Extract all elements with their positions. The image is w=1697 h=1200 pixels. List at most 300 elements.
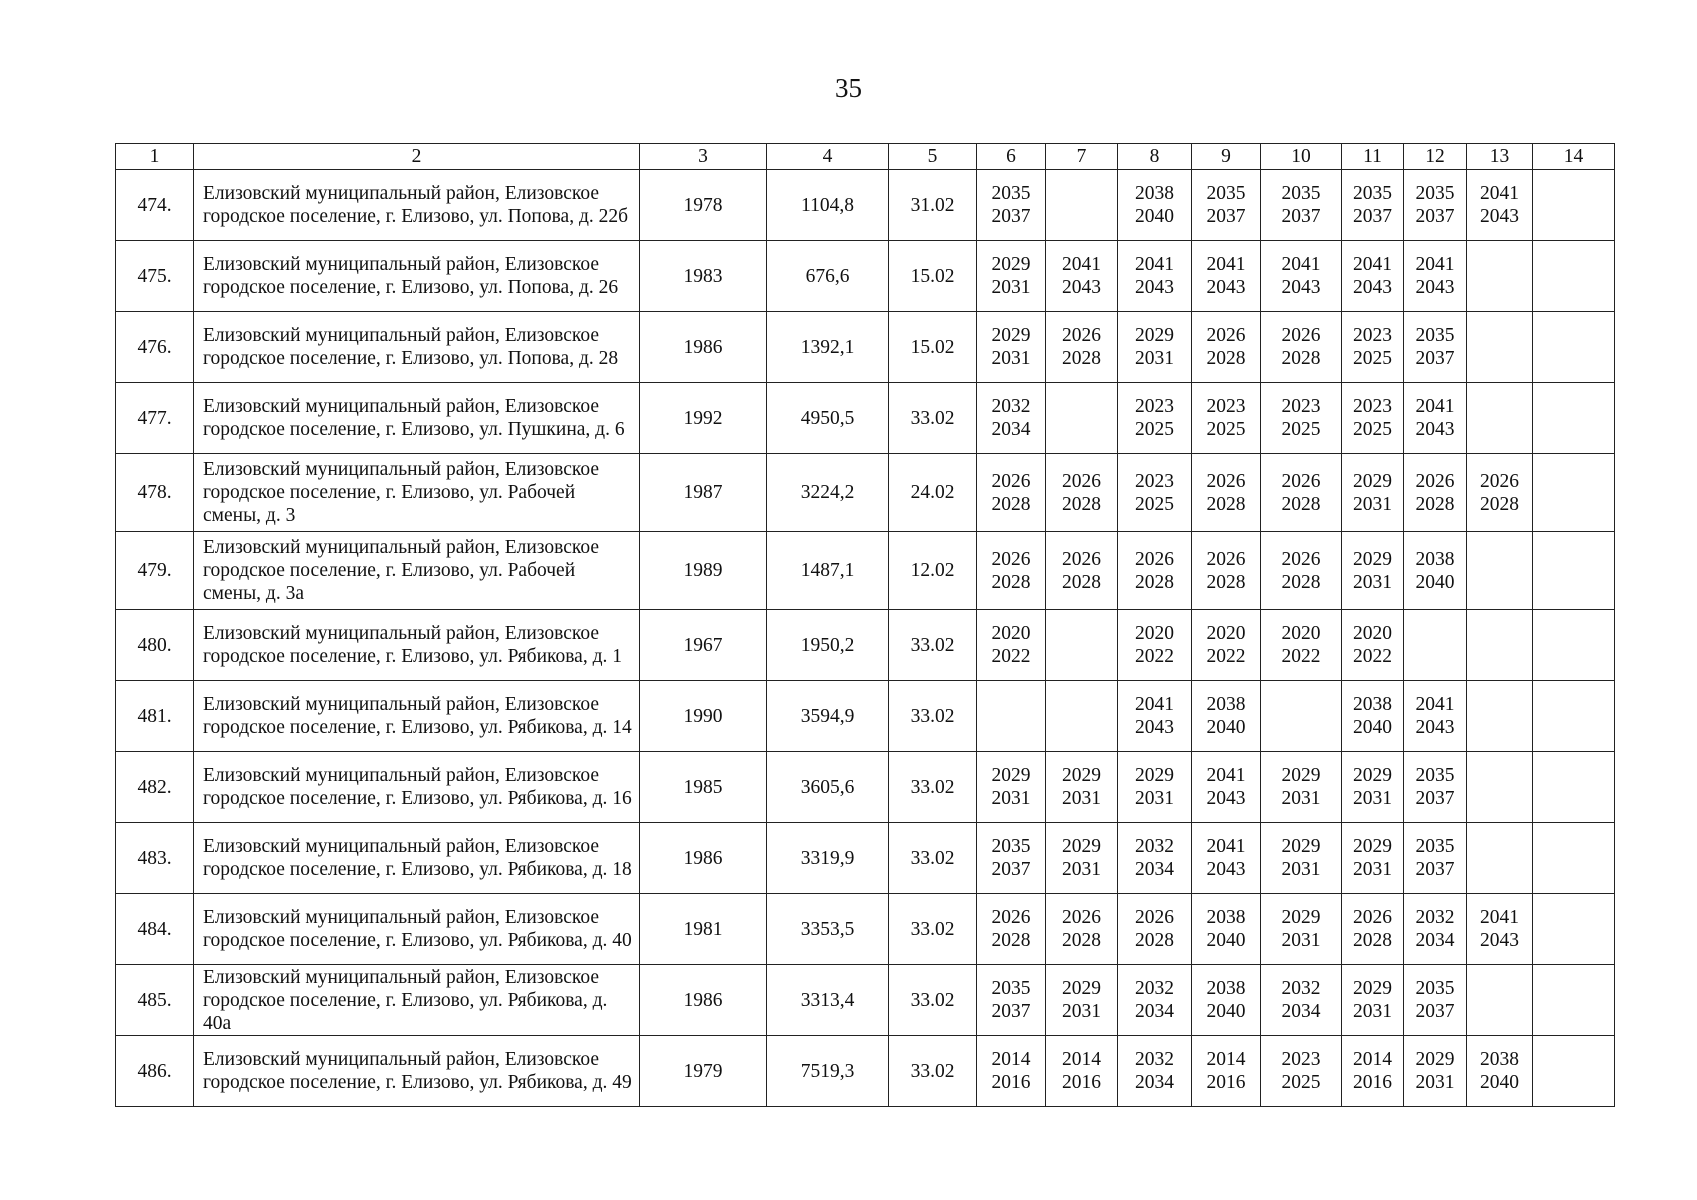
period-cell-8	[1118, 823, 1192, 894]
period-year: 2020	[1135, 623, 1174, 644]
period-year: 2031	[1353, 493, 1392, 515]
year-built-cell: 1981	[640, 894, 767, 965]
period-year: 2034	[1135, 859, 1174, 880]
period-cell-7	[1046, 610, 1118, 681]
period-year: 2035	[991, 978, 1031, 999]
period-cell-12	[1404, 681, 1467, 752]
period-year: 2026	[1281, 470, 1321, 492]
period-year: 2035	[1415, 978, 1455, 999]
period-cell-13	[1467, 241, 1533, 312]
period-cell-9	[1192, 383, 1261, 454]
period-cell-7	[1046, 170, 1118, 241]
period-year: 2031	[1281, 788, 1321, 809]
year-built-cell: 1978	[640, 170, 767, 241]
period-cell-8	[1118, 965, 1192, 1036]
period-year: 2037	[1415, 788, 1455, 809]
period-cell-12	[1404, 170, 1467, 241]
period-cell-11	[1342, 312, 1404, 383]
period-cell-14	[1533, 681, 1615, 752]
period-cell-7	[1046, 681, 1118, 752]
period-cell-14	[1533, 894, 1615, 965]
period-year: 2020	[1206, 623, 1246, 644]
period-year: 2028	[1135, 571, 1174, 593]
table-row	[116, 610, 1615, 681]
period-year: 2043	[1415, 717, 1455, 738]
row-number-cell: 476.	[116, 312, 194, 383]
area-cell: 7519,3	[767, 1036, 889, 1107]
period-year: 2025	[1281, 419, 1321, 440]
period-year: 2026	[1353, 907, 1392, 928]
period-year: 2043	[1062, 277, 1101, 298]
period-cell-7	[1046, 532, 1118, 610]
period-cell-7	[1046, 823, 1118, 894]
period-year: 2038	[1415, 548, 1455, 570]
period-year: 2031	[1353, 571, 1392, 593]
period-year: 2041	[1353, 254, 1392, 275]
period-year: 2028	[991, 930, 1031, 951]
period-cell-9	[1192, 610, 1261, 681]
period-year: 2034	[1135, 1001, 1174, 1022]
period-cell-11	[1342, 383, 1404, 454]
period-year: 2035	[1281, 183, 1321, 204]
period-cell-14	[1533, 241, 1615, 312]
column-header: 8	[1118, 144, 1192, 170]
period-year: 2032	[1415, 907, 1455, 928]
code-cell: 33.02	[889, 752, 977, 823]
period-year: 2043	[1480, 930, 1519, 951]
period-cell-10	[1261, 752, 1342, 823]
period-cell-12	[1404, 1036, 1467, 1107]
period-year: 2022	[1135, 646, 1174, 667]
period-year: 2038	[1135, 183, 1174, 204]
period-year: 2016	[1062, 1072, 1101, 1093]
period-cell-14	[1533, 170, 1615, 241]
period-cell-13	[1467, 383, 1533, 454]
period-year: 2026	[1062, 325, 1101, 346]
address-cell: Елизовский муниципальный район, Елизовское городское поселение, г. Елизово, ул. Рабочей смены, д. 3	[194, 454, 640, 532]
period-year: 2034	[1415, 930, 1455, 951]
period-cell-7	[1046, 383, 1118, 454]
column-header: 6	[977, 144, 1046, 170]
period-year: 2028	[1062, 348, 1101, 369]
period-cell-7	[1046, 1036, 1118, 1107]
period-cell-12	[1404, 454, 1467, 532]
period-year: 2043	[1206, 859, 1246, 880]
code-cell: 12.02	[889, 532, 977, 610]
address-cell: Елизовский муниципальный район, Елизовское городское поселение, г. Елизово, ул. Пушкина, д. 6	[194, 383, 640, 454]
period-year: 2040	[1206, 717, 1246, 738]
period-cell-8	[1118, 1036, 1192, 1107]
column-header: 4	[767, 144, 889, 170]
area-cell: 1104,8	[767, 170, 889, 241]
period-cell-10	[1261, 383, 1342, 454]
period-cell-10	[1261, 532, 1342, 610]
period-year: 2025	[1135, 419, 1174, 440]
period-year: 2022	[1281, 646, 1321, 667]
period-cell-13	[1467, 532, 1533, 610]
period-year: 2032	[1135, 978, 1174, 999]
period-cell-6	[977, 681, 1046, 752]
period-year: 2025	[1353, 419, 1392, 440]
code-cell: 33.02	[889, 823, 977, 894]
period-cell-12	[1404, 894, 1467, 965]
period-year: 2038	[1206, 694, 1246, 715]
period-cell-9	[1192, 681, 1261, 752]
period-cell-9	[1192, 241, 1261, 312]
period-year: 2026	[1062, 548, 1101, 570]
period-cell-13	[1467, 894, 1533, 965]
address-cell: Елизовский муниципальный район, Елизовское городское поселение, г. Елизово, ул. Рабочей смены, д. 3а	[194, 532, 640, 610]
table-row	[116, 241, 1615, 312]
period-cell-10	[1261, 681, 1342, 752]
period-year: 2026	[1206, 470, 1246, 492]
code-cell: 33.02	[889, 1036, 977, 1107]
year-built-cell: 1986	[640, 965, 767, 1036]
period-year: 2043	[1281, 277, 1321, 298]
table-row	[116, 532, 1615, 610]
period-cell-6	[977, 241, 1046, 312]
period-year: 2026	[1415, 470, 1455, 492]
period-year: 2026	[991, 470, 1031, 492]
period-cell-8	[1118, 681, 1192, 752]
period-year: 2041	[1206, 254, 1246, 275]
period-year: 2031	[1281, 859, 1321, 880]
area-cell: 3605,6	[767, 752, 889, 823]
period-year: 2029	[1062, 836, 1101, 857]
table-row	[116, 681, 1615, 752]
period-year: 2025	[1135, 493, 1174, 515]
column-header: 9	[1192, 144, 1261, 170]
period-year: 2022	[1206, 646, 1246, 667]
period-year: 2016	[1353, 1072, 1392, 1093]
period-year: 2014	[1353, 1049, 1392, 1070]
area-cell: 3319,9	[767, 823, 889, 894]
period-year: 2037	[1415, 206, 1455, 227]
period-year: 2028	[1281, 571, 1321, 593]
year-built-cell: 1967	[640, 610, 767, 681]
address-cell: Елизовский муниципальный район, Елизовское городское поселение, г. Елизово, ул. Попова, д. 22б	[194, 170, 640, 241]
period-year: 2043	[1135, 277, 1174, 298]
address-cell: Елизовский муниципальный район, Елизовское городское поселение, г. Елизово, ул. Рябикова, д. 16	[194, 752, 640, 823]
period-cell-10	[1261, 312, 1342, 383]
period-year: 2020	[991, 623, 1031, 644]
period-cell-12	[1404, 752, 1467, 823]
period-year: 2041	[1206, 836, 1246, 857]
period-year: 2041	[1480, 907, 1519, 928]
year-built-cell: 1987	[640, 454, 767, 532]
period-year: 2029	[991, 765, 1031, 786]
period-cell-7	[1046, 454, 1118, 532]
table-row	[116, 965, 1615, 1036]
period-cell-14	[1533, 454, 1615, 532]
period-year: 2026	[1281, 325, 1321, 346]
period-year: 2035	[1415, 836, 1455, 857]
table-row	[116, 383, 1615, 454]
period-year: 2043	[1415, 277, 1455, 298]
period-cell-8	[1118, 454, 1192, 532]
period-year: 2028	[1480, 493, 1519, 515]
period-year: 2029	[1353, 470, 1392, 492]
period-year: 2040	[1135, 206, 1174, 227]
period-year: 2025	[1206, 419, 1246, 440]
year-built-cell: 1990	[640, 681, 767, 752]
code-cell: 33.02	[889, 965, 977, 1036]
address-cell: Елизовский муниципальный район, Елизовское городское поселение, г. Елизово, ул. Попова, д. 26	[194, 241, 640, 312]
area-cell: 3594,9	[767, 681, 889, 752]
period-year: 2026	[1062, 470, 1101, 492]
period-year: 2031	[991, 277, 1031, 298]
year-built-cell: 1986	[640, 312, 767, 383]
period-cell-14	[1533, 823, 1615, 894]
period-cell-9	[1192, 965, 1261, 1036]
period-cell-13	[1467, 965, 1533, 1036]
period-cell-13	[1467, 610, 1533, 681]
period-year: 2029	[1062, 978, 1101, 999]
period-cell-13	[1467, 312, 1533, 383]
period-year: 2028	[1062, 930, 1101, 951]
period-cell-11	[1342, 965, 1404, 1036]
period-year: 2037	[1206, 206, 1246, 227]
period-year: 2041	[1135, 254, 1174, 275]
period-year: 2028	[1206, 493, 1246, 515]
period-year: 2037	[991, 859, 1031, 880]
period-year: 2016	[1206, 1072, 1246, 1093]
period-year: 2031	[1062, 1001, 1101, 1022]
period-year: 2026	[1135, 548, 1174, 570]
period-cell-8	[1118, 241, 1192, 312]
period-year: 2028	[991, 571, 1031, 593]
period-cell-10	[1261, 241, 1342, 312]
period-cell-6	[977, 894, 1046, 965]
period-year: 2028	[1135, 930, 1174, 951]
period-year: 2035	[991, 183, 1031, 204]
period-year: 2023	[1135, 396, 1174, 417]
period-cell-7	[1046, 312, 1118, 383]
period-year: 2038	[1206, 907, 1246, 928]
period-year: 2029	[1281, 836, 1321, 857]
period-year: 2041	[1062, 254, 1101, 275]
period-year: 2020	[1353, 623, 1392, 644]
period-year: 2029	[1281, 765, 1321, 786]
period-year: 2014	[1206, 1049, 1246, 1070]
period-cell-6	[977, 170, 1046, 241]
table-row	[116, 894, 1615, 965]
period-cell-10	[1261, 894, 1342, 965]
code-cell: 15.02	[889, 241, 977, 312]
column-header: 5	[889, 144, 977, 170]
code-cell: 33.02	[889, 681, 977, 752]
period-year: 2029	[1353, 836, 1392, 857]
period-cell-9	[1192, 170, 1261, 241]
column-header: 12	[1404, 144, 1467, 170]
period-year: 2028	[1206, 571, 1246, 593]
period-year: 2028	[1062, 571, 1101, 593]
area-cell: 1950,2	[767, 610, 889, 681]
period-year: 2020	[1281, 623, 1321, 644]
period-year: 2031	[1415, 1072, 1455, 1093]
period-year: 2035	[1415, 325, 1455, 346]
row-number-cell: 475.	[116, 241, 194, 312]
period-cell-9	[1192, 312, 1261, 383]
period-year: 2040	[1353, 717, 1392, 738]
period-year: 2026	[1206, 548, 1246, 570]
column-header: 11	[1342, 144, 1404, 170]
period-year: 2037	[991, 206, 1031, 227]
period-year: 2029	[1353, 978, 1392, 999]
area-cell: 3353,5	[767, 894, 889, 965]
period-cell-12	[1404, 965, 1467, 1036]
period-cell-8	[1118, 312, 1192, 383]
period-year: 2034	[1281, 1001, 1321, 1022]
area-cell: 3313,4	[767, 965, 889, 1036]
row-number-cell: 474.	[116, 170, 194, 241]
period-cell-7	[1046, 241, 1118, 312]
area-cell: 1392,1	[767, 312, 889, 383]
year-built-cell: 1989	[640, 532, 767, 610]
period-cell-9	[1192, 752, 1261, 823]
table-row	[116, 312, 1615, 383]
period-year: 2031	[991, 348, 1031, 369]
period-year: 2041	[1415, 694, 1455, 715]
code-cell: 33.02	[889, 610, 977, 681]
code-cell: 24.02	[889, 454, 977, 532]
period-year: 2031	[1353, 788, 1392, 809]
column-header: 14	[1533, 144, 1615, 170]
period-year: 2022	[1353, 646, 1392, 667]
period-year: 2028	[1062, 493, 1101, 515]
period-year: 2025	[1281, 1072, 1321, 1093]
row-number-cell: 480.	[116, 610, 194, 681]
period-cell-12	[1404, 823, 1467, 894]
code-cell: 31.02	[889, 170, 977, 241]
period-cell-13	[1467, 681, 1533, 752]
address-cell: Елизовский муниципальный район, Елизовское городское поселение, г. Елизово, ул. Рябикова, д. 1	[194, 610, 640, 681]
code-cell: 15.02	[889, 312, 977, 383]
period-cell-6	[977, 965, 1046, 1036]
period-year: 2029	[991, 254, 1031, 275]
period-year: 2031	[1353, 1001, 1392, 1022]
period-cell-11	[1342, 454, 1404, 532]
table-row	[116, 170, 1615, 241]
year-built-cell: 1986	[640, 823, 767, 894]
period-year: 2035	[1206, 183, 1246, 204]
period-cell-12	[1404, 241, 1467, 312]
period-year: 2028	[1415, 493, 1455, 515]
period-cell-6	[977, 383, 1046, 454]
column-header: 10	[1261, 144, 1342, 170]
row-number-cell: 478.	[116, 454, 194, 532]
period-cell-12	[1404, 383, 1467, 454]
period-cell-11	[1342, 241, 1404, 312]
period-year: 2031	[1135, 348, 1174, 369]
code-cell: 33.02	[889, 383, 977, 454]
period-cell-8	[1118, 752, 1192, 823]
period-year: 2041	[1206, 765, 1246, 786]
column-header: 3	[640, 144, 767, 170]
period-cell-11	[1342, 170, 1404, 241]
period-cell-14	[1533, 965, 1615, 1036]
period-year: 2028	[1281, 493, 1321, 515]
row-number-cell: 482.	[116, 752, 194, 823]
period-cell-11	[1342, 823, 1404, 894]
table-row	[116, 454, 1615, 532]
period-year: 2037	[1281, 206, 1321, 227]
period-year: 2014	[1062, 1049, 1101, 1070]
period-year: 2040	[1206, 1001, 1246, 1022]
period-cell-13	[1467, 823, 1533, 894]
period-year: 2040	[1206, 930, 1246, 951]
period-cell-10	[1261, 965, 1342, 1036]
period-cell-12	[1404, 532, 1467, 610]
period-cell-11	[1342, 1036, 1404, 1107]
period-year: 2043	[1480, 206, 1519, 227]
area-cell: 3224,2	[767, 454, 889, 532]
period-cell-10	[1261, 610, 1342, 681]
period-year: 2043	[1206, 788, 1246, 809]
period-cell-12	[1404, 610, 1467, 681]
period-cell-9	[1192, 1036, 1261, 1107]
address-cell: Елизовский муниципальный район, Елизовское городское поселение, г. Елизово, ул. Рябикова, д. 49	[194, 1036, 640, 1107]
period-year: 2040	[1480, 1072, 1519, 1093]
period-year: 2035	[1415, 765, 1455, 786]
period-cell-6	[977, 454, 1046, 532]
period-year: 2041	[1281, 254, 1321, 275]
period-cell-6	[977, 610, 1046, 681]
table-row	[116, 823, 1615, 894]
period-cell-7	[1046, 752, 1118, 823]
period-year: 2034	[991, 419, 1031, 440]
area-cell: 4950,5	[767, 383, 889, 454]
row-number-cell: 477.	[116, 383, 194, 454]
period-year: 2038	[1480, 1049, 1519, 1070]
row-number-cell: 483.	[116, 823, 194, 894]
period-cell-11	[1342, 532, 1404, 610]
period-year: 2026	[1062, 907, 1101, 928]
address-cell: Елизовский муниципальный район, Елизовское городское поселение, г. Елизово, ул. Рябикова, д. 18	[194, 823, 640, 894]
building-registry-table	[115, 143, 1615, 1107]
period-cell-13	[1467, 752, 1533, 823]
period-year: 2026	[991, 548, 1031, 570]
row-number-cell: 484.	[116, 894, 194, 965]
period-cell-8	[1118, 532, 1192, 610]
row-number-cell: 479.	[116, 532, 194, 610]
row-number-cell: 485.	[116, 965, 194, 1036]
period-cell-10	[1261, 1036, 1342, 1107]
period-year: 2026	[1206, 325, 1246, 346]
period-year: 2023	[1206, 396, 1246, 417]
period-cell-11	[1342, 681, 1404, 752]
period-cell-9	[1192, 532, 1261, 610]
period-year: 2023	[1281, 1049, 1321, 1070]
period-year: 2029	[991, 325, 1031, 346]
area-cell: 1487,1	[767, 532, 889, 610]
period-year: 2026	[1135, 907, 1174, 928]
page-number: 35	[835, 73, 862, 103]
period-cell-11	[1342, 610, 1404, 681]
period-cell-8	[1118, 894, 1192, 965]
period-year: 2023	[1281, 396, 1321, 417]
period-year: 2029	[1353, 765, 1392, 786]
period-year: 2031	[1353, 859, 1392, 880]
period-year: 2028	[991, 493, 1031, 515]
period-cell-7	[1046, 894, 1118, 965]
period-year: 2032	[991, 396, 1031, 417]
period-year: 2041	[1415, 254, 1455, 275]
period-year: 2023	[1135, 470, 1174, 492]
period-year: 2037	[1353, 206, 1392, 227]
period-cell-10	[1261, 454, 1342, 532]
period-cell-9	[1192, 454, 1261, 532]
